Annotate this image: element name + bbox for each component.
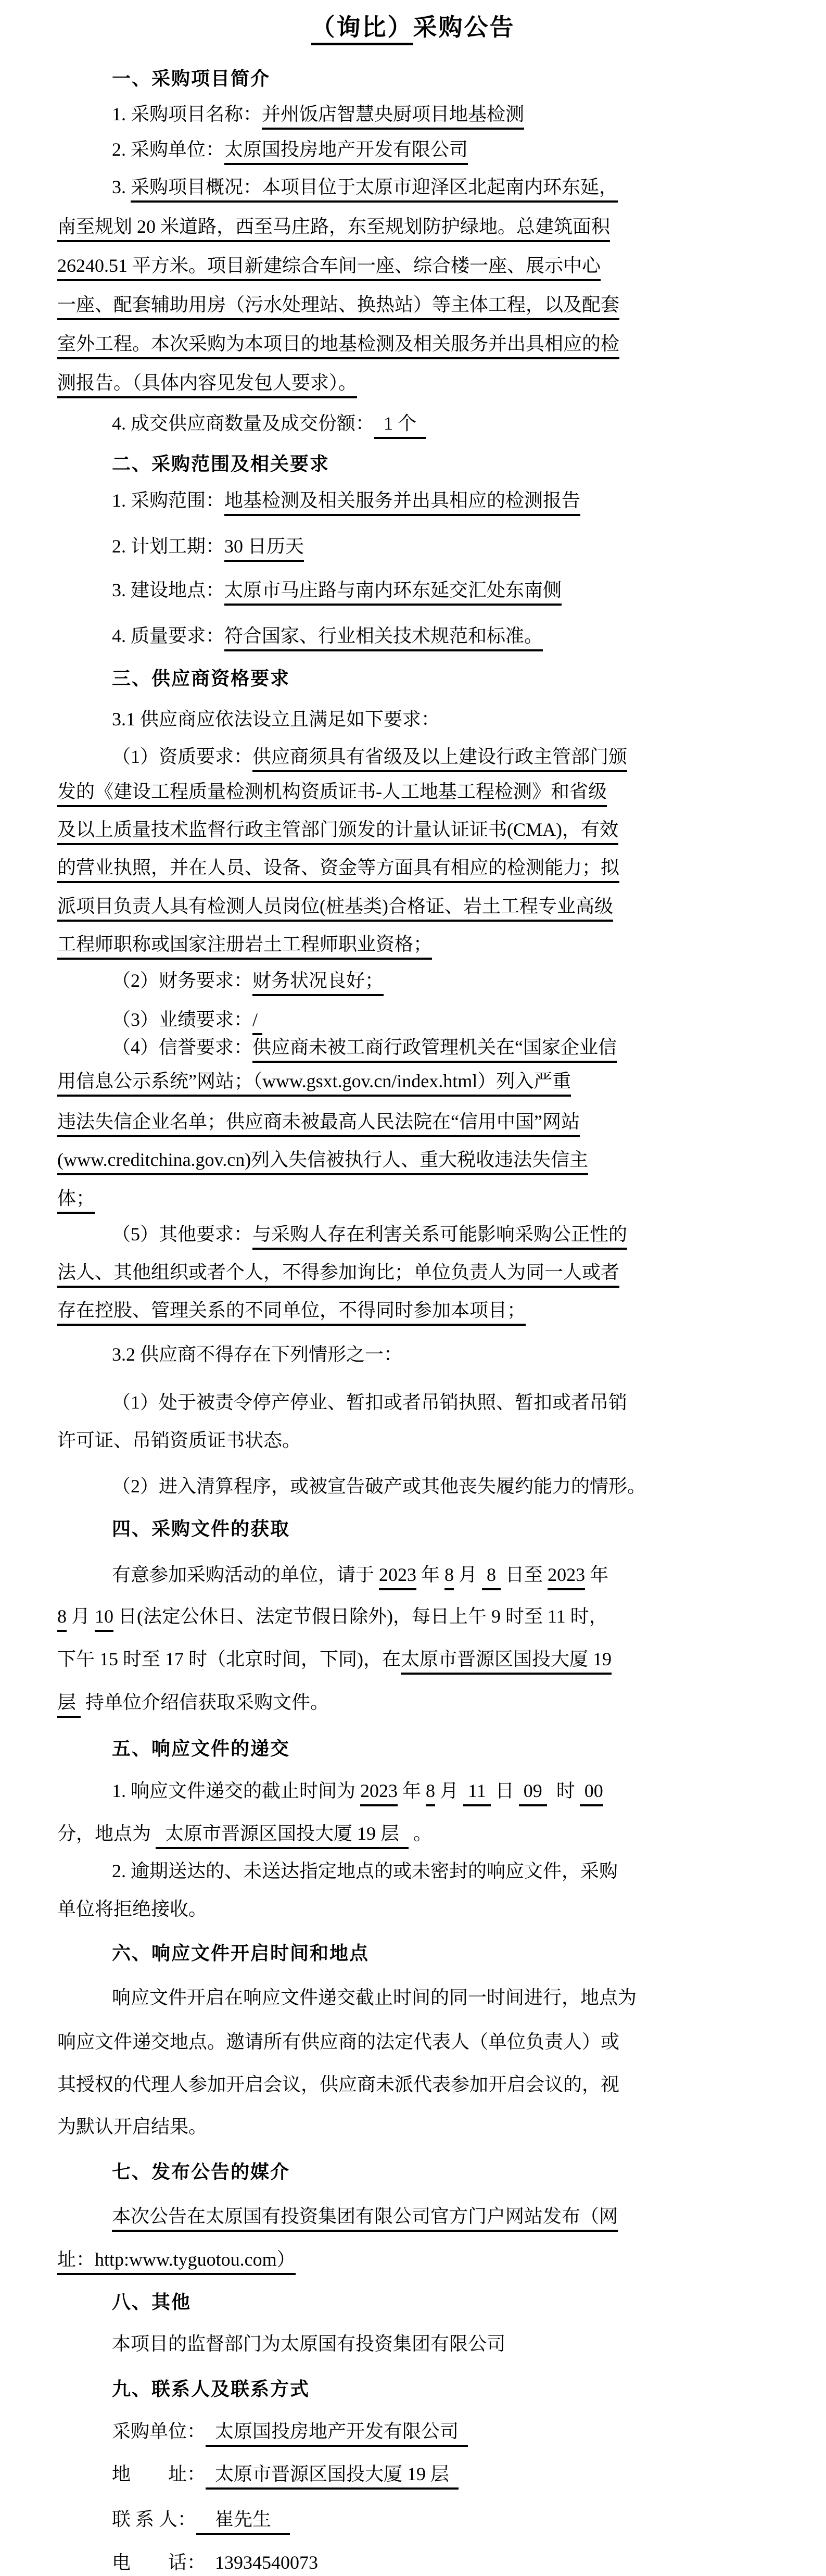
text-segment: 2. 计划工期：: [112, 536, 225, 557]
section-heading: [112, 1517, 290, 1541]
text-segment: 2. 逾期送达的、未送达指定地点的或未密封的响应文件，采购: [112, 1861, 618, 1881]
text-segment: 年: [585, 1564, 609, 1585]
doc-line-14: [112, 578, 562, 602]
section-heading: [112, 2377, 310, 2402]
doc-line-13: [112, 534, 304, 559]
underlined-text: 10: [95, 1606, 113, 1632]
underlined-text: 26240.51 平方米。项目新建综合车间一座、综合楼一座、展示中心: [57, 255, 601, 281]
underlined-text: 派项目负责人具有检测人员岗位(桩基类)合格证、岩土工程专业高级: [57, 896, 613, 922]
text-segment: 八、其他: [112, 2291, 192, 2313]
text-segment: 月: [454, 1564, 482, 1585]
doc-line-52: [57, 2115, 207, 2139]
text-segment: 日(法定公休日、法定节假日除外)，每日上午 9 时至 11 时，: [113, 1606, 608, 1627]
text-segment: 下午 15 时至 17 时（北京时间，下同)，在: [57, 1649, 401, 1669]
text-segment: 3.2 供应商不得存在下列情形之一：: [112, 1344, 403, 1365]
doc-line-12: [112, 488, 580, 513]
doc-line-19: [57, 780, 607, 804]
underlined-text: 太原市晋源区国投大厦 19 层: [156, 1823, 409, 1849]
text-segment: 有意参加采购活动的单位，请于: [112, 1564, 379, 1585]
section-heading: [112, 452, 329, 476]
text-segment: 其授权的代理人参加开启会议，供应商未派代表参加开启会议的，视: [57, 2074, 620, 2095]
underlined-text: 南至规划 20 米道路，西至马庄路，东至规划防护绿地。总建筑面积: [57, 216, 610, 242]
doc-line-24: [112, 969, 384, 993]
underlined-text: 室外工程。本次采购为本项目的地基检测及相关服务并出具相应的检: [57, 333, 619, 359]
doc-line-6: [57, 254, 601, 278]
underlined-text: 8: [57, 1606, 67, 1632]
text-segment: 。: [409, 1823, 433, 1844]
doc-line-57: [112, 2332, 505, 2356]
underlined-text: 并州饭店智慧央厨项目地基检测: [262, 104, 524, 130]
underlined-text: 测报告。（具体内容见发包人要求）。: [57, 372, 357, 398]
text-segment: （4）信誉要求：: [112, 1037, 253, 1058]
doc-line-27: [57, 1069, 571, 1094]
text-segment: 日至: [501, 1564, 548, 1585]
text-segment: 四、采购文件的获取: [112, 1518, 290, 1539]
text-segment: 三、供应商资格要求: [112, 668, 290, 689]
text-segment: 采购单位：: [112, 2421, 206, 2442]
section-heading: [112, 1941, 369, 1966]
underlined-text: 太原国投房地产开发有限公司: [224, 139, 468, 165]
text-segment: （1）资质要求：: [112, 746, 253, 767]
doc-line-42: [57, 1690, 329, 1715]
underlined-text: 层: [57, 1692, 81, 1718]
text-segment: （1）处于被责令停产停业、暂扣或者吊销执照、暂扣或者吊销: [112, 1392, 628, 1413]
text-segment: 年: [416, 1564, 445, 1585]
text-segment: 1. 采购项目名称：: [112, 104, 262, 124]
underlined-text: 09: [519, 1780, 547, 1806]
doc-line-51: [57, 2072, 619, 2097]
text-segment: 2. 采购单位：: [112, 139, 225, 160]
section-heading: [112, 2160, 290, 2184]
doc-line-15: [112, 624, 543, 648]
underlined-text: /: [252, 1009, 262, 1035]
text-segment: 响应文件递交地点。邀请所有供应商的法定代表人（单位负责人）或: [57, 2031, 620, 2052]
underlined-text: 本次公告在太原国有投资集团有限公司官方门户网站发布（网: [112, 2206, 618, 2232]
text-segment: 九、联系人及联系方式: [112, 2378, 310, 2399]
underlined-text: 太原市晋源区国投大厦 19: [401, 1649, 612, 1675]
underlined-text: 一座、配套辅助用房（污水处理站、换热站）等主体工程，以及配套: [57, 294, 619, 320]
doc-line-34: [112, 1342, 402, 1367]
text-segment: 时: [547, 1780, 580, 1801]
underlined-text: 崔先生: [196, 2509, 290, 2535]
text-segment: 响应文件开启在响应文件递交截止时间的同一时间进行，地点为: [112, 1987, 637, 2008]
text-segment: 地 址：: [112, 2464, 206, 2484]
text-segment: 二、采购范围及相关要求: [112, 453, 330, 474]
section-heading: [112, 2290, 191, 2315]
underlined-text: 发的《建设工程质量检测机构资质证书-人工地基工程检测》和省级: [57, 781, 607, 807]
doc-line-47: [57, 1897, 207, 1921]
underlined-text: 2023: [379, 1564, 416, 1590]
doc-line-60: [112, 2462, 459, 2486]
doc-line-59: [112, 2419, 468, 2444]
text-segment: （5）其他要求：: [112, 1224, 253, 1245]
underlined-text: 2023: [360, 1780, 398, 1806]
underlined-text: (www.creditchina.gov.cn)列入失信被执行人、重大税收违法失信主: [57, 1149, 588, 1175]
text-segment: 持单位介绍信获取采购文件。: [81, 1692, 329, 1713]
text-segment: 月: [67, 1606, 95, 1627]
doc-line-7: [57, 293, 619, 317]
text-segment: （3）业绩要求：: [112, 1009, 253, 1030]
doc-line-35: [112, 1390, 627, 1415]
text-segment: 4. 成交供应商数量及成交份额：: [112, 413, 375, 434]
doc-line-23: [57, 932, 432, 957]
doc-line-49: [112, 1986, 637, 2010]
underlined-text: 1 个: [374, 413, 426, 439]
text-segment: 3.1 供应商应依法设立且满足如下要求：: [112, 709, 440, 730]
text-segment: 单位将拒绝接收。: [57, 1899, 208, 1919]
text-segment: 联 系 人：: [112, 2509, 197, 2530]
underlined-text: 用信息公示系统”网站；（www.gsxt.gov.cn/index.html）列入严重: [57, 1071, 571, 1097]
doc-line-31: [112, 1222, 627, 1247]
underlined-text: 供应商须具有省级及以上建设行政主管部门颁: [252, 746, 627, 772]
section-heading: [112, 667, 290, 691]
underlined-text: 与采购人存在利害关系可能影响采购公正性的: [252, 1224, 627, 1250]
underlined-text: 00: [580, 1780, 603, 1806]
doc-line-40: [57, 1604, 608, 1629]
underlined-text: 30 日历天: [224, 536, 304, 562]
text-segment: 一、采购项目简介: [112, 68, 271, 89]
text-segment: 3. 建设地点：: [112, 580, 225, 600]
doc-line-3: [112, 137, 468, 162]
underlined-text: 采购项目概况：本项目位于太原市迎泽区北起南内环东延，: [131, 177, 618, 203]
text-segment: 六、响应文件开启时间和地点: [112, 1942, 370, 1964]
doc-line-36: [57, 1428, 301, 1453]
doc-line-37: [112, 1474, 646, 1499]
text-segment: （2）财务要求：: [112, 970, 253, 991]
doc-line-39: [112, 1563, 608, 1587]
doc-line-46: [112, 1859, 618, 1883]
text-segment: 许可证、吊销资质证书状态。: [57, 1430, 301, 1451]
title-text: 采购公告: [413, 14, 515, 41]
underlined-text: 太原市晋源区国投大厦 19 层: [206, 2464, 459, 2490]
doc-line-8: [57, 332, 619, 356]
doc-line-45: [57, 1821, 432, 1846]
underlined-text: 址：http:www.tyguotou.com）: [57, 2249, 296, 2275]
doc-line-29: [57, 1148, 588, 1172]
doc-line-21: [57, 856, 619, 880]
doc-line-26: [112, 1035, 617, 1060]
text-segment: 七、发布公告的媒介: [112, 2161, 290, 2182]
underlined-text: 11: [463, 1780, 491, 1806]
doc-line-30: [57, 1186, 95, 1211]
underlined-text: 符合国家、行业相关技术规范和标准。: [224, 625, 543, 651]
underlined-text: 2023: [548, 1564, 585, 1590]
underlined-text: 供应商未被工商行政管理机关在“国家企业信: [252, 1037, 617, 1063]
doc-line-33: [57, 1298, 526, 1323]
underlined-text: 财务状况良好；: [252, 970, 384, 996]
underlined-text: 8: [482, 1564, 501, 1590]
underlined-text: 8: [426, 1780, 435, 1806]
underlined-text: 法人、其他组织或者个人，不得参加询比；单位负责人为同一人或者: [57, 1262, 619, 1288]
underlined-text: 及以上质量技术监督行政主管部门颁发的计量认证证书(CMA)，有效: [57, 819, 618, 845]
text-segment: 电 话：: [112, 2552, 206, 2573]
doc-line-50: [57, 2030, 619, 2054]
text-segment: 年: [398, 1780, 426, 1801]
doc-line-4: [112, 175, 618, 199]
doc-line-44: [112, 1779, 603, 1803]
text-segment: 3.: [112, 177, 131, 197]
text-segment: 五、响应文件的递交: [112, 1738, 290, 1759]
underlined-text: 太原市马庄路与南内环东延交汇处东南侧: [224, 580, 562, 606]
doc-line-2: [112, 102, 524, 127]
underlined-text: 太原国投房地产开发有限公司: [206, 2421, 468, 2447]
section-heading: [112, 67, 270, 91]
text-segment: 4. 质量要求：: [112, 625, 225, 646]
doc-line-32: [57, 1260, 619, 1285]
doc-line-25: [112, 1008, 262, 1032]
text-segment: 分，地点为: [57, 1823, 156, 1844]
doc-line-18: [112, 745, 627, 769]
underlined-text: 13934540073: [206, 2552, 327, 2576]
underlined-text: 的营业执照，并在人员、设备、资金等方面具有相应的检测能力；拟: [57, 857, 619, 883]
doc-title: [0, 8, 826, 43]
doc-line-17: [112, 707, 440, 732]
doc-line-22: [57, 894, 613, 919]
text-segment: 1. 采购范围：: [112, 490, 225, 511]
text-segment: 为默认开启结果。: [57, 2116, 208, 2137]
section-heading: [112, 1737, 290, 1761]
underlined-text: 违法失信企业名单；供应商未被最高人民法院在“信用中国”网站: [57, 1111, 580, 1137]
doc-line-62: [112, 2550, 327, 2575]
text-segment: 月: [435, 1780, 464, 1801]
doc-line-9: [57, 371, 357, 395]
doc-line-54: [112, 2204, 618, 2229]
title-underlined-text: （询比）: [311, 14, 413, 45]
underlined-text: 存在控股、管理关系的不同单位，不得同时参加本项目；: [57, 1300, 526, 1326]
doc-line-55: [57, 2247, 296, 2272]
underlined-text: 地基检测及相关服务并出具相应的检测报告: [224, 490, 580, 516]
underlined-text: 8: [444, 1564, 454, 1590]
text-segment: （2）进入清算程序，或被宣告破产或其他丧失履约能力的情形。: [112, 1476, 646, 1497]
text-segment: 1. 响应文件递交的截止时间为: [112, 1780, 361, 1801]
underlined-text: 体；: [57, 1188, 95, 1214]
doc-line-61: [112, 2507, 290, 2532]
doc-line-28: [57, 1110, 580, 1134]
doc-line-5: [57, 215, 610, 239]
doc-line-41: [57, 1647, 612, 1672]
underlined-text: 工程师职称或国家注册岩土工程师职业资格；: [57, 934, 432, 960]
text-segment: 本项目的监督部门为太原国有投资集团有限公司: [112, 2333, 506, 2354]
text-segment: 日: [490, 1780, 519, 1801]
doc-line-20: [57, 818, 618, 842]
doc-line-10: [112, 411, 426, 436]
